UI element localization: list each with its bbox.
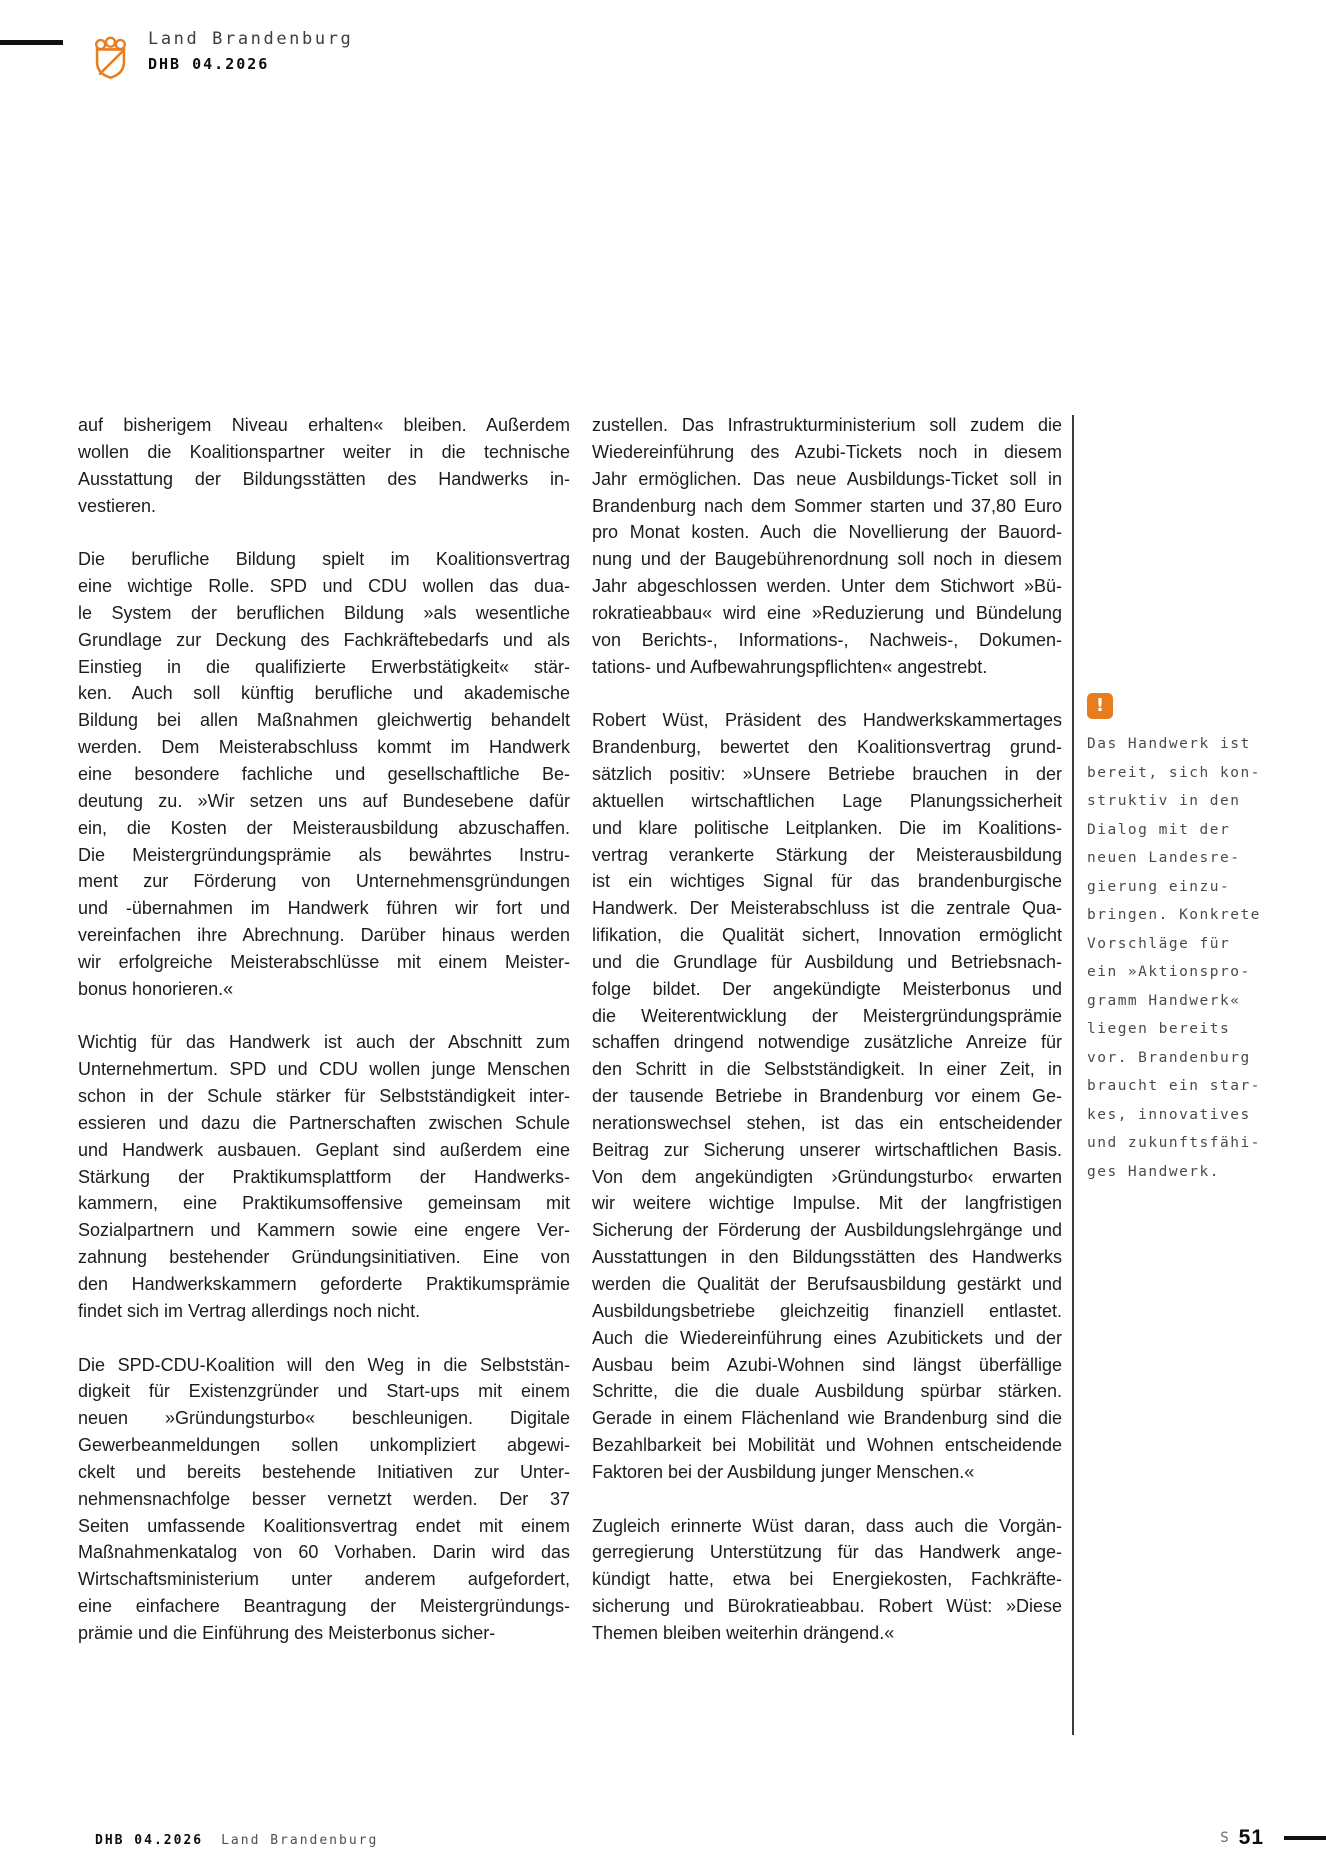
text-line: Die Meistergründungsprämie als bewährtes Instru- [78, 844, 570, 865]
sidebar-note-line: struktiv in den [1087, 793, 1241, 809]
text-line: werden die Qualität der Berufsausbildung gestärkt und [592, 1274, 1062, 1294]
text-line: Wiedereinführung des Azubi-Tickets noch in diesem [592, 441, 1062, 462]
sidebar-note-line: Vorschläge für [1087, 935, 1231, 952]
text-line: prämie und die Einführung des Meisterbonus sicher- [78, 1622, 496, 1643]
text-line: werden. Dem Meisterabschluss kommt im Handwerk [78, 737, 570, 758]
text-line: Gewerbeanmeldungen sollen unkompliziert abgewi- [78, 1435, 570, 1456]
text-line: schon in der Schule stärker für Selbstständigkeit inter- [78, 1086, 570, 1107]
text-line: findet sich im Vertrag allerdings noch nicht. [78, 1300, 421, 1321]
text-line: der tausende Betriebe in Brandenburg vor einem Ge- [592, 1086, 1062, 1107]
text-line: folge bildet. Der angekündigte Meisterbonus und [592, 978, 1062, 999]
text-line: Auch die Wiedereinführung eines Azubitickets und der [592, 1327, 1062, 1348]
text-line: Maßnahmenkatalog von 60 Vorhaben. Darin wird das [78, 1542, 570, 1563]
text-line: Brandenburg nach dem Sommer starten und 37,80 Euro [592, 495, 1062, 516]
text-line: von Berichts-, Informations-, Nachweis-, Dokumen- [592, 629, 1062, 650]
text-line: eine besondere fachliche und gesellschaftliche Be- [78, 763, 570, 784]
body-paragraph [78, 1352, 570, 1647]
text-line: Sozialpartnern und Kammern sowie eine engere Ver- [78, 1220, 570, 1241]
text-line: Jahr ermöglichen. Das neue Ausbildungs-Ticket soll in [592, 468, 1062, 489]
text-line: den Schritt in die Selbstständigkeit. In einer Zeit, in [592, 1059, 1062, 1080]
sidebar-note-line: und zukunftsfähi- [1087, 1135, 1261, 1151]
text-line: Seiten umfassende Koalitionsvertrag endet mit einem [78, 1515, 570, 1536]
sidebar-note-line: kes, innovatives [1087, 1106, 1251, 1123]
text-line: vereinfachen ihre Abrechnung. Darüber hinaus werden [78, 925, 570, 946]
text-line: nehmensnachfolge besser vernetzt werden. Der 37 [78, 1488, 570, 1509]
text-line: und -übernahmen im Handwerk führen wir fort und [78, 898, 570, 919]
body-paragraph [78, 546, 570, 1002]
text-line: Beitrag zur Sicherung unserer wirtschaftlichen Basis. [592, 1139, 1062, 1160]
text-line: Ausstattung der Bildungsstätten des Handwerks in- [78, 468, 570, 489]
text-line: pro Monat kosten. Auch die Novellierung der Bauord- [592, 522, 1062, 543]
text-line: Einstieg in die qualifizierte Erwerbstätigkeit« stär- [78, 656, 570, 677]
text-line: wir weitere wichtige Impulse. Mit der langfristigen [592, 1193, 1062, 1214]
body-paragraph [592, 1513, 1062, 1647]
text-line: Robert Wüst, Präsident des Handwerkskammertages [592, 710, 1062, 731]
text-line: Grundlage zur Deckung des Fachkräftebedarfs und als [78, 629, 570, 650]
text-line: Unternehmertum. SPD und CDU wollen junge Menschen [78, 1059, 570, 1080]
sidebar-note-line: bereit, sich kon- [1087, 764, 1261, 781]
footer-section-label: Land Brandenburg [221, 1833, 379, 1848]
body-paragraph [592, 707, 1062, 1485]
text-line: und Handwerk ausbauen. Geplant sind außerdem eine [78, 1139, 570, 1160]
text-line: essieren und dazu die Partnerschaften zwischen Schule [78, 1112, 570, 1133]
text-line: Bildung bei allen Maßnahmen gleichwertig behandelt [78, 710, 570, 731]
footer-rule [1284, 1836, 1326, 1840]
issue-label: DHB 04.2026 [148, 55, 270, 73]
text-line: wollen die Koalitionspartner weiter in die technische [78, 441, 570, 462]
text-line: Brandenburg, bewertet den Koalitionsvertrag grund- [592, 737, 1062, 758]
text-line: gerregierung Unterstützung für das Handwerk ange- [592, 1542, 1062, 1563]
text-line: bonus honorieren.« [78, 978, 234, 999]
text-line: Bezahlbarkeit bei Mobilität und Wohnen entscheidende [592, 1435, 1062, 1456]
sidebar-note-line: neuen Landesre- [1087, 850, 1241, 866]
text-line: Gerade in einem Flächenland wie Brandenburg sind die [592, 1408, 1062, 1429]
text-line: eine wichtige Rolle. SPD und CDU wollen das dua- [78, 576, 570, 597]
text-line: digkeit für Existenzgründer und Start-ups mit einem [78, 1381, 570, 1402]
text-line: den Handwerkskammern geforderte Praktikumsprämie [78, 1274, 570, 1294]
page-prefix: S [1220, 1830, 1230, 1846]
sidebar-note-line: bringen. Konkrete [1087, 907, 1261, 923]
body-paragraph [78, 412, 570, 519]
text-line: ist ein wichtiges Signal für das brandenburgische [592, 871, 1062, 892]
text-line: rokratieabbau« wird eine »Reduzierung und Bündelung [592, 602, 1062, 623]
sidebar-divider-line [1072, 415, 1074, 1735]
publication-name: Land Brandenburg [148, 29, 354, 49]
text-line: die Weiterentwicklung der Meistergründungsprämie [592, 1005, 1062, 1026]
text-line: ment zur Förderung von Unternehmensgründungen [78, 871, 570, 892]
text-line: ckelt und bereits bestehende Initiativen zur Unter- [78, 1461, 570, 1482]
text-line: kündigt hatte, etwa bei Energiekosten, Fachkräfte- [592, 1569, 1062, 1590]
sidebar-note-line: Dialog mit der [1087, 821, 1231, 838]
page-number: 51 [1238, 1826, 1264, 1849]
sidebar-note-line: ges Handwerk. [1087, 1163, 1220, 1180]
exclamation-icon: ! [1087, 693, 1113, 719]
text-line: Faktoren bei der Ausbildung junger Menschen.« [592, 1461, 975, 1482]
text-line: tations- und Aufbewahrungspflichten« angestrebt. [592, 656, 988, 677]
sidebar-note-line: braucht ein star- [1087, 1078, 1261, 1094]
text-line: lifikation, die Qualität sichert, Innovation ermöglicht [592, 925, 1062, 946]
text-line: sicherung und Bürokratieabbau. Robert Wüst: »Diese [592, 1596, 1062, 1617]
text-line: Ausstattungen in den Bildungsstätten des Handwerks [592, 1247, 1062, 1268]
sidebar-note-line: Das Handwerk ist [1087, 736, 1251, 752]
body-paragraph [78, 1029, 570, 1324]
text-line: wir erfolgreiche Meisterabschlüsse mit einem Meister- [78, 951, 570, 972]
article-column-left [78, 412, 570, 1674]
text-line: Zugleich erinnerte Wüst daran, dass auch die Vorgän- [592, 1515, 1062, 1536]
text-line: Wichtig für das Handwerk ist auch der Abschnitt zum [78, 1032, 570, 1053]
sidebar-note-line: vor. Brandenburg [1087, 1049, 1251, 1066]
article-column-right [592, 412, 1062, 1674]
text-line: und die Grundlage für Ausbildung und Betriebsnach- [592, 951, 1062, 972]
text-line: schaffen dringend notwendige zusätzliche Anreize für [592, 1032, 1062, 1053]
text-line: Wirtschaftsministerium unter anderem aufgefordert, [78, 1569, 570, 1590]
sidebar-note-line: ein »Aktionspro- [1087, 964, 1251, 980]
footer-issue-label: DHB 04.2026 [95, 1833, 204, 1848]
footer-right [1220, 1826, 1326, 1850]
text-line: zahnung bestehender Gründungsinitiativen. Eine von [78, 1247, 570, 1268]
masthead [148, 29, 353, 73]
text-line: Von dem angekündigten ›Gründungsturbo‹ erwarten [592, 1166, 1062, 1187]
text-line: neuen »Gründungsturbo« beschleunigen. Digitale [78, 1408, 570, 1429]
text-line: Stärkung der Praktikumsplattform der Handwerks- [78, 1166, 570, 1187]
sidebar-note-line: gramm Handwerk« [1087, 992, 1241, 1009]
text-line: auf bisherigem Niveau erhalten« bleiben. Außerdem [78, 415, 570, 435]
text-line: ein, die Kosten der Meisterausbildung abzuschaffen. [78, 817, 570, 838]
text-line: vestieren. [78, 495, 157, 516]
text-line: Handwerk. Der Meisterabschluss ist die zentrale Qua- [592, 898, 1062, 919]
sidebar-note-line: liegen bereits [1087, 1021, 1231, 1037]
text-line: Die berufliche Bildung spielt im Koalitionsvertrag [78, 549, 570, 570]
text-line: Ausbau beim Azubi-Wohnen sind längst überfällige [592, 1354, 1062, 1375]
footer-left [95, 1833, 378, 1848]
text-line: deutung zu. »Wir setzen uns auf Bundesebene dafür [78, 790, 570, 811]
text-line: Ausbildungsbetriebe gleichzeitig finanziell entlastet. [592, 1300, 1062, 1321]
text-line: sätzlich positiv: »Unsere Betriebe brauchen in der [592, 763, 1062, 784]
text-line: ken. Auch soll künftig berufliche und akademische [78, 683, 570, 704]
text-line: Schritte, die die duale Ausbildung spürbar stärken. [592, 1381, 1062, 1402]
text-line: kammern, eine Praktikumsoffensive gemeinsam mit [78, 1193, 570, 1214]
text-line: Sicherung der Förderung der Ausbildungslehrgänge und [592, 1220, 1062, 1241]
text-line: le System der beruflichen Bildung »als wesentliche [78, 602, 570, 623]
text-line: nerationswechsel stehen, ist das ein entscheidender [592, 1112, 1062, 1133]
sidebar-note-line: gierung einzu- [1087, 878, 1231, 895]
text-line: nung und der Baugebührenordnung soll noch in diesem [592, 549, 1062, 570]
text-line: zustellen. Das Infrastrukturministerium soll zudem die [592, 415, 1062, 435]
body-paragraph [592, 412, 1062, 680]
text-line: und klare politische Leitplanken. Die im Koalitions- [592, 817, 1062, 838]
text-line: Die SPD-CDU-Koalition will den Weg in die Selbststän- [78, 1354, 570, 1375]
text-line: vertrag verankerte Stärkung der Meisterausbildung [592, 844, 1062, 865]
text-line: Jahr abgeschlossen werden. Unter dem Stichwort »Bü- [592, 576, 1062, 597]
text-line: Themen bleiben weiterhin drängend.« [592, 1622, 895, 1643]
header-rule [0, 40, 63, 45]
sidebar-note [1087, 730, 1282, 1186]
text-line: eine einfachere Beantragung der Meistergründungs- [78, 1596, 570, 1617]
handwerk-crown-shield-icon [92, 36, 129, 79]
text-line: aktuellen wirtschaftlichen Lage Planungssicherheit [592, 790, 1062, 811]
